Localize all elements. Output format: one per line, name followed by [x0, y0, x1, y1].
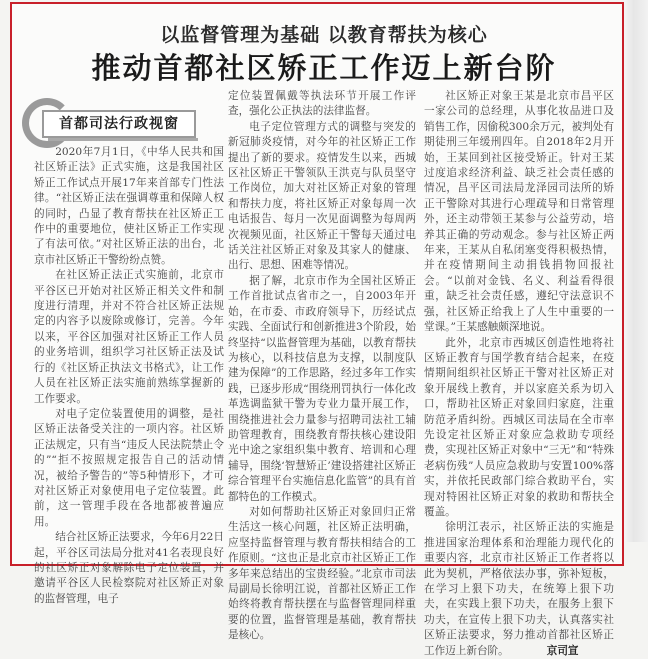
- paragraph: 社区矫正对象王某是北京市昌平区一家公司的总经理，从事化妆品进口及销售工作，因偷税300余万元，被判处有期徒刑三年缓刑四年。自2018年2月开始，王某回到社区接受矫正。针对王某过度追求经济利益、缺乏社会责任感的情况，昌平区司法局龙泽园司法所的矫正干警除对其进行心理疏导和日常管理外，还主动带领王某参与公益劳动，培养其正确的劳动观念。参与社区矫正两年来，王某从自私闭塞变得积极热情，并在疫情期间主动捐钱捐物回报社会。“以前对金钱、名义、利益看得很重，缺乏社会责任感，遵纪守法意识不强，社区矫正给我上了人生中重要的一堂课。”王某感触颇深地说。: [424, 90, 614, 334]
- article-title: 推动首都社区矫正工作迈上新台阶: [91, 51, 557, 85]
- text-column-3: [424, 89, 614, 659]
- paragraph: 对电子定位装置使用的调整，是社区矫正法备受关注的一项内容。社区矫正法规定，只有当“违反人民法院禁止令的”“拒不按照规定报告自己的活动情况，被给予警告的”等5种情形下，才可对社区矫正对象使用电子定位装置。此前，这一管理手段在各地都被普遍应用。: [34, 407, 224, 528]
- paragraph: 此外，北京市西城区创造性地将社区矫正教育与国学教育结合起来，在疫情期间组织社区矫正干警对社区矫正对象开展线上教育，并以家庭关系为切入口，帮助社区矫正对象回归家庭，注重防范矛盾纠纷。西城区司法局在全市率先设定社区矫正对象应急救助专项经费，实现社区矫正对象中“三无”和“特殊老病伤残”人员应急救助与安置100%落实，并依托民政部门综合救助平台，实现对特困社区矫正对象的救助和帮扶全覆盖。: [424, 336, 614, 518]
- text-column-2: [228, 89, 416, 644]
- column-logo: [22, 98, 202, 150]
- logo-underline: [48, 138, 198, 141]
- paragraph: 2020年7月1日，《中华人民共和国社区矫正法》正式实施，这是我国社区矫正工作试点开展17年来首部专门性法律。“社区矫正法在强调尊重和保障人权的同时，凸显了教育帮扶在社区矫正工作中的重要地位，使社区矫正工作实现了有法可依。”对社区矫正法的出台，北京市社区矫正干警纷纷点赞。: [34, 146, 224, 266]
- paragraph: 据了解，北京市作为全国社区矫正工作首批试点省市之一，自2003年开始，在市委、市政府领导下，历经试点实践、全面试行和创新推进3个阶段，始终坚持“以监督管理为基础，以教育帮扶为核心，以科技信息为支撑，以制度队建为保障”的工作思路，经过多年工作实践，已逐步形成“围绕刑罚执行一体化改革选调监狱干警为专业力量开展工作，围绕推进社会力量参与招聘司法社工辅助管理教育，围绕教育帮扶核心建设阳光中途之家组织集中教育、培训和心理辅导，围绕‘智慧矫正’建设搭建社区矫正综合管理平台实施信息化监管”的具有首都特色的工作模式。: [228, 274, 416, 503]
- paragraph: 在社区矫正法正式实施前，北京市平谷区已开始对社区矫正相关文件和制度进行清理，并对不符合社区矫正法规定的内容予以废除或修订，完善。今年以来，平谷区加强对社区矫正工作人员的业务培训，组织学习社区矫正法及试行的《社区矫正执法文书格式》，让工作人员在社区矫正法实施前熟练掌握新的工作要求。: [34, 269, 224, 405]
- paragraph: 电子定位管理方式的调整与突发的新冠肺炎疫情，对今年的社区矫正工作提出了新的要求。疫情发生以来，西城区社区矫正干警领队王洪克与队员坚守工作岗位，加大对社区矫正对象的管理和帮扶力度，将社区矫正对象每周一次电话报告、每月一次见面调整为每周两次视频见面，社区矫正干警每天通过电话关注社区矫正对象及其家人的健康、出行、思想、困难等情况。: [228, 120, 416, 272]
- paragraph-text: 徐明江表示，社区矫正法的实施是推进国家治理体系和治理能力现代化的重要内容，北京市社区矫正工作者将以此为契机，严格依法办事，弥补短板，在学习上狠下功夫，在统筹上狠下功夫，在实践上狠下功夫，在服务上狠下功夫，在宣传上狠下功夫，认真落实社区矫正法要求，努力推动首都社区矫正工作迈上新台阶。: [424, 521, 614, 657]
- text-column-1: [34, 145, 224, 607]
- article-subtitle: 以监督管理为基础 以教育帮扶为核心: [160, 24, 488, 46]
- paragraph: 结合社区矫正法要求，今年6月22日起，平谷区司法局分批对41名表现良好的社区矫正对象解除电子定位装置，并邀请平谷区人民检察院对社区矫正对象的监督管理，电子: [34, 531, 224, 605]
- paragraph: [424, 520, 614, 659]
- paragraph: 对如何帮助社区矫正对象回归正常生活这一核心问题，社区矫正法明确，应坚持监督管理与教育帮扶相结合的工作原则。“这也正是北京市社区矫正工作多年来总结出的宝贵经验。”北京市司法局副局长徐明江说，首都社区矫正工作始终将教育帮扶摆在与监督管理同样重要的位置，监督管理是基础，教育帮扶是核心。: [228, 505, 416, 642]
- byline: 京司宣: [546, 644, 579, 657]
- column-logo-label: 首都司法行政视窗: [42, 110, 196, 138]
- paragraph: 定位装置佩戴等执法环节开展工作评查，强化公正执法的法律监督。: [228, 90, 416, 118]
